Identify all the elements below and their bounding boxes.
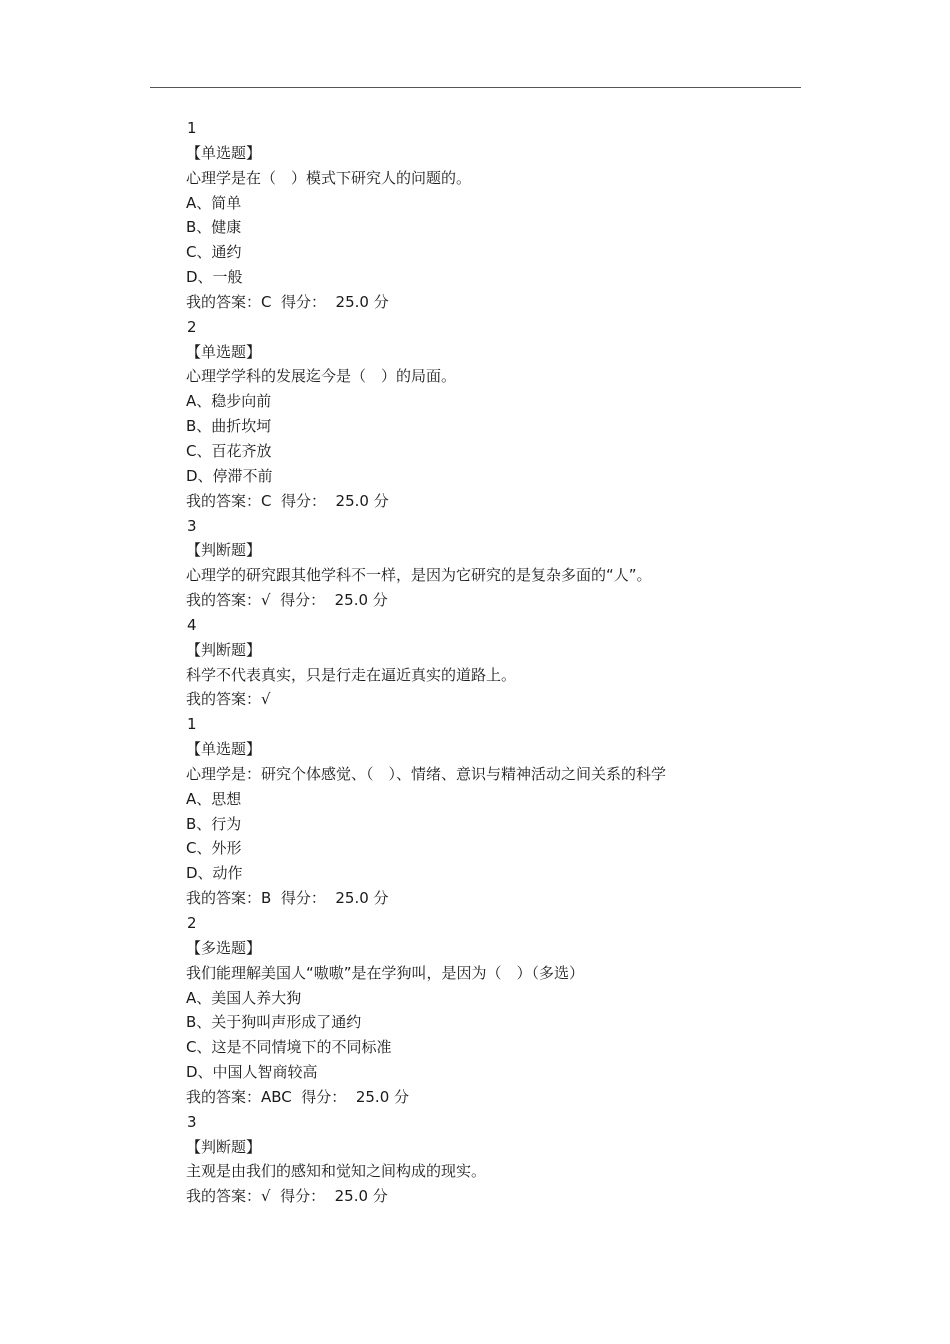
question-text: 主观是由我们的感知和觉知之间构成的现实。: [186, 1162, 487, 1181]
quiz-content: [186, 116, 786, 1209]
question-number: 4: [187, 615, 197, 634]
option-b: B、行为: [186, 814, 242, 833]
question-block: [186, 315, 786, 514]
answer-text: 我的答案：C 得分： 25.0 分: [186, 292, 389, 311]
question-type: 【判断题】: [186, 640, 262, 659]
answer-line: [186, 588, 786, 613]
option-c: C、这是不同情境下的不同标准: [186, 1038, 392, 1057]
question-type: 【单选题】: [186, 143, 262, 162]
answer-line: [186, 687, 786, 712]
answer-text: 我的答案：B 得分： 25.0 分: [186, 889, 389, 908]
header-divider: [150, 87, 801, 88]
question-number: 3: [187, 516, 197, 535]
answer-text: 我的答案：√ 得分： 25.0 分: [186, 1187, 388, 1206]
question-number: 2: [187, 317, 197, 336]
answer-text: 我的答案：ABC 得分： 25.0 分: [186, 1087, 410, 1106]
question-number: 1: [187, 715, 197, 734]
option-c: C、百花齐放: [186, 441, 272, 460]
answer-text: 我的答案：√: [186, 690, 271, 709]
question-block: [186, 911, 786, 1110]
question-block: [186, 613, 786, 712]
question-number: 1: [187, 119, 197, 137]
question-block: [186, 1110, 786, 1209]
question-text: 心理学的研究跟其他学科不一样，是因为它研究的是复杂多面的“人”。: [186, 566, 652, 585]
question-text: 我们能理解美国人“嗷嗷”是在学狗叫，是因为（ ）（多选）: [186, 963, 585, 982]
question-block: [186, 712, 786, 911]
question-text: 心理学是在（ ）模式下研究人的问题的。: [186, 168, 472, 187]
option-d: D、中国人智商较高: [186, 1063, 318, 1082]
question-type: 【单选题】: [186, 342, 262, 361]
option-d: D、停滞不前: [186, 466, 273, 485]
option-d: D、动作: [186, 864, 243, 883]
option-a: A、简单: [186, 193, 242, 212]
answer-line: [186, 1184, 786, 1209]
question-type: 【判断题】: [186, 541, 262, 560]
answer-line: [186, 1085, 786, 1110]
answer-line: [186, 886, 786, 911]
answer-text: 我的答案：√ 得分： 25.0 分: [186, 591, 388, 610]
question-type: 【多选题】: [186, 938, 262, 957]
answer-line: [186, 489, 786, 514]
option-a: A、美国人养大狗: [186, 988, 302, 1007]
question-block: [186, 116, 786, 315]
option-b: B、关于狗叫声形成了通约: [186, 1013, 362, 1032]
option-b: B、曲折坎坷: [186, 417, 272, 436]
option-a: A、稳步向前: [186, 392, 272, 411]
option-a: A、思想: [186, 789, 242, 808]
option-c: C、通约: [186, 243, 242, 262]
option-d: D、一般: [186, 268, 243, 287]
answer-text: 我的答案：C 得分： 25.0 分: [186, 491, 389, 510]
question-text: 心理学学科的发展迄今是（ ）的局面。: [186, 367, 457, 386]
option-b: B、健康: [186, 218, 242, 237]
question-block: [186, 514, 786, 613]
answer-line: [186, 290, 786, 315]
question-text: 心理学是：研究个体感觉、（ ）、情绪、意识与精神活动之间关系的科学: [186, 764, 667, 783]
question-type: 【判断题】: [186, 1137, 262, 1156]
option-c: C、外形: [186, 839, 242, 858]
question-type: 【单选题】: [186, 740, 262, 759]
question-text: 科学不代表真实，只是行走在逼近真实的道路上。: [186, 665, 517, 684]
question-number: 2: [187, 914, 197, 932]
question-number: 3: [187, 1112, 197, 1131]
